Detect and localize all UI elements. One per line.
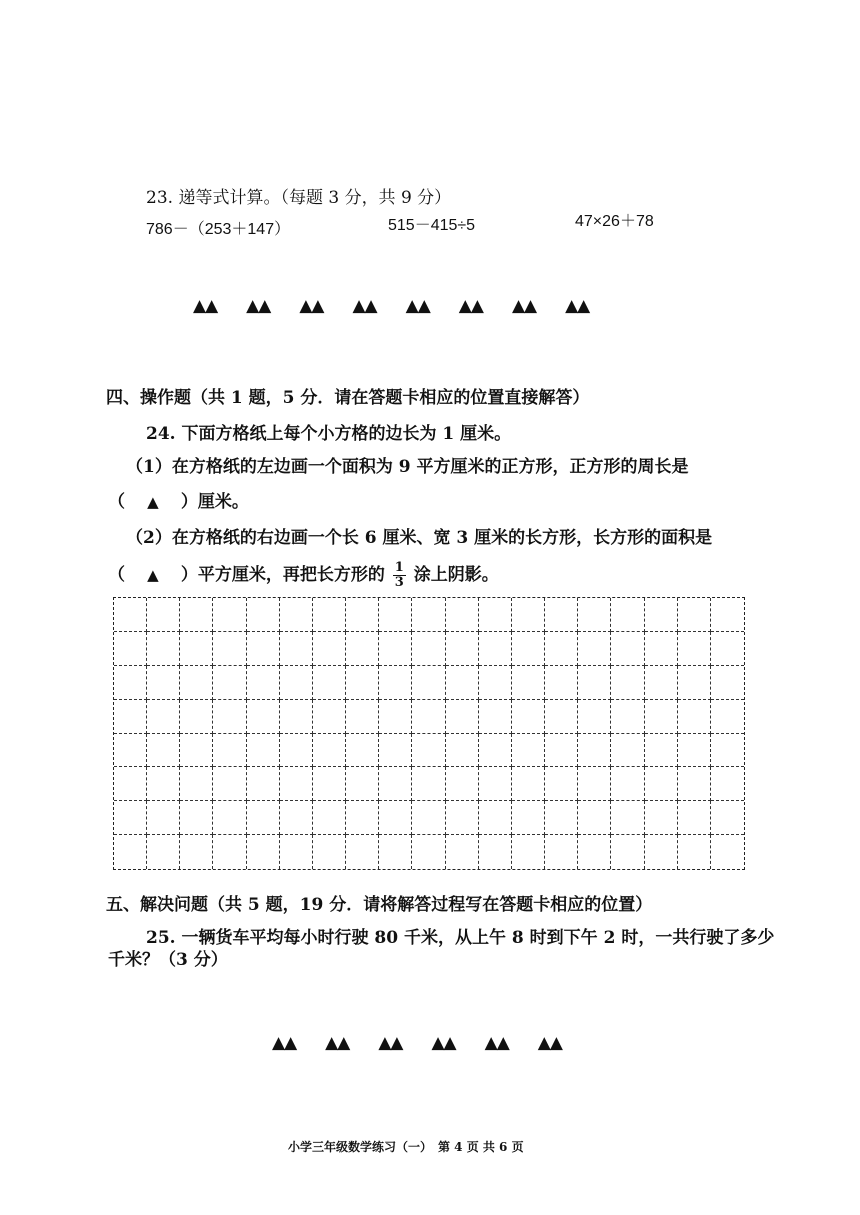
grid-cell[interactable] [313,632,346,666]
answer-mark: ▲▲ [246,296,271,316]
grid-cell[interactable] [678,598,711,632]
answer-mark: ▲▲ [537,1033,562,1053]
grid-cell[interactable] [512,598,545,632]
grid-cell[interactable] [645,767,678,801]
grid-cell[interactable] [479,734,512,768]
grid-cell[interactable] [446,632,479,666]
grid-cell[interactable] [180,598,213,632]
grid-cell[interactable] [545,598,578,632]
grid-cell[interactable] [711,734,744,768]
grid-cell[interactable] [114,734,147,768]
grid-cell[interactable] [678,700,711,734]
grid-cell[interactable] [446,767,479,801]
grid-cell[interactable] [247,801,280,835]
grid-cell[interactable] [313,835,346,869]
grid-cell[interactable] [479,767,512,801]
grid-cell[interactable] [213,801,246,835]
grid-cell[interactable] [711,835,744,869]
grid-cell[interactable] [280,598,313,632]
q23-title: 23. 递等式计算。（每题 3 分，共 9 分） [146,188,452,208]
grid-cell[interactable] [280,767,313,801]
grid-cell[interactable] [711,632,744,666]
grid-cell[interactable] [313,666,346,700]
grid-cell[interactable] [545,835,578,869]
grid-cell[interactable] [512,835,545,869]
q23-answer-marks [193,296,589,316]
grid-cell[interactable] [645,632,678,666]
grid-cell[interactable] [578,734,611,768]
q25-answer-marks [272,1033,562,1053]
grid-cell[interactable] [147,700,180,734]
answer-mark: ▲▲ [565,296,590,316]
answer-mark: ▲▲ [325,1033,350,1053]
grid-cell[interactable] [545,632,578,666]
grid-cell[interactable] [711,666,744,700]
grid-cell[interactable] [611,632,644,666]
grid-cell[interactable] [114,666,147,700]
grid-cell[interactable] [711,598,744,632]
grid-cell[interactable] [412,835,445,869]
grid-cell[interactable] [611,666,644,700]
grid-cell[interactable] [645,700,678,734]
grid-cell[interactable] [213,700,246,734]
fraction-denominator: 3 [394,575,404,590]
grid-cell[interactable] [379,632,412,666]
grid-cell[interactable] [578,801,611,835]
grid-cell[interactable] [711,767,744,801]
grid-cell[interactable] [545,666,578,700]
grid-cell[interactable] [346,632,379,666]
grid-cell[interactable] [611,801,644,835]
grid-cell[interactable] [611,734,644,768]
grid-cell[interactable] [114,801,147,835]
grid-cell[interactable] [213,734,246,768]
grid-cell[interactable] [645,801,678,835]
paren-close: ）厘米。 [180,492,249,512]
answer-blank: ▲ [147,493,159,511]
grid-cell[interactable] [512,767,545,801]
grid-cell[interactable] [379,767,412,801]
grid-cell[interactable] [313,801,346,835]
grid-cell[interactable] [247,598,280,632]
q24-part2-line1: （2）在方格纸的右边画一个长 6 厘米、宽 3 厘米的长方形，长方形的面积是 [126,528,713,548]
page-footer: 小学三年级数学练习（一） 第 4 页 共 6 页 [288,1140,524,1154]
grid-cell[interactable] [247,700,280,734]
grid-cell[interactable] [114,632,147,666]
grid-cell[interactable] [379,700,412,734]
answer-mark: ▲▲ [405,296,430,316]
grid-cell[interactable] [479,598,512,632]
grid-cell[interactable] [446,666,479,700]
grid-cell[interactable] [446,734,479,768]
grid-cell[interactable] [114,700,147,734]
grid-cell[interactable] [379,734,412,768]
q24-part1-line2 [108,487,249,512]
grid-cell[interactable] [180,835,213,869]
grid-cell[interactable] [578,598,611,632]
q24-part2-line2 [108,560,499,590]
grid-cell[interactable] [280,632,313,666]
grid-cell[interactable] [611,700,644,734]
grid-cell[interactable] [545,734,578,768]
answer-mark: ▲▲ [511,296,537,316]
grid-cell[interactable] [611,598,644,632]
grid-cell[interactable] [213,835,246,869]
q24-part1-line1: （1）在方格纸的左边画一个面积为 9 平方厘米的正方形，正方形的周长是 [126,457,689,477]
grid-cell[interactable] [512,632,545,666]
grid-cell[interactable] [678,801,711,835]
q23-expression-2: 515－415÷5 [388,217,476,234]
grid-cell[interactable] [512,801,545,835]
grid-cell[interactable] [479,835,512,869]
grid-cell[interactable] [346,700,379,734]
fraction-numerator: 1 [394,560,404,576]
grid-cell[interactable] [247,666,280,700]
grid-cell[interactable] [180,734,213,768]
grid-cell[interactable] [412,801,445,835]
grid-cell[interactable] [412,598,445,632]
grid-cell[interactable] [346,734,379,768]
grid-cell[interactable] [213,767,246,801]
answer-mark: ▲▲ [378,1033,403,1053]
grid-cell[interactable] [346,598,379,632]
grid-cell[interactable] [578,666,611,700]
grid-cell[interactable] [114,767,147,801]
grid-cell[interactable] [213,632,246,666]
grid-cell[interactable] [346,801,379,835]
grid-cell[interactable] [247,767,280,801]
grid-cell[interactable] [479,801,512,835]
grid-cell[interactable] [512,700,545,734]
grid-cell[interactable] [280,700,313,734]
grid-cell[interactable] [313,734,346,768]
grid-cell[interactable] [147,734,180,768]
answer-mark: ▲▲ [299,296,324,316]
answer-mark: ▲▲ [352,296,377,316]
grid-cell[interactable] [180,666,213,700]
grid-cell[interactable] [678,767,711,801]
answer-mark: ▲▲ [431,1033,456,1053]
grid-cell[interactable] [412,700,445,734]
fraction-one-third [393,561,406,589]
grid-cell[interactable] [280,734,313,768]
grid-cell[interactable] [280,666,313,700]
grid-cell[interactable] [346,835,379,869]
paren-text: ）平方厘米，再把长方形的 [180,565,385,585]
q25-line1: 25. 一辆货车平均每小时行驶 80 千米，从上午 8 时到下午 2 时，一共行驶了多少 [146,928,775,948]
grid-cell[interactable] [678,835,711,869]
grid-cell[interactable] [545,801,578,835]
grid-cell[interactable] [313,598,346,632]
grid-cell[interactable] [213,666,246,700]
grid-cell[interactable] [645,734,678,768]
grid-cell[interactable] [711,801,744,835]
grid-cell[interactable] [578,767,611,801]
answer-mark: ▲▲ [458,296,483,316]
grid-cell[interactable] [114,835,147,869]
grid-cell[interactable] [678,632,711,666]
grid-cell[interactable] [180,767,213,801]
grid-cell[interactable] [147,835,180,869]
grid-cell[interactable] [379,666,412,700]
paren-end-text: 涂上阴影。 [413,565,499,585]
q23-expression-1: 786－（253＋147） [146,221,291,238]
grid-cell[interactable] [578,835,611,869]
grid-cell[interactable] [280,835,313,869]
grid-cell[interactable] [313,700,346,734]
grid-cell[interactable] [180,632,213,666]
grid-cell[interactable] [213,598,246,632]
grid-cell[interactable] [180,801,213,835]
grid-cell[interactable] [114,598,147,632]
grid-cell[interactable] [247,835,280,869]
answer-mark: ▲▲ [193,296,218,316]
grid-cell[interactable] [147,801,180,835]
q24-stem: 24. 下面方格纸上每个小方格的边长为 1 厘米。 [146,424,512,444]
q23-expression-3: 47×26＋78 [575,213,654,230]
grid-cell[interactable] [446,801,479,835]
grid-cell[interactable] [512,734,545,768]
grid-cell[interactable] [147,598,180,632]
grid-cell[interactable] [147,632,180,666]
grid-cell[interactable] [379,598,412,632]
section5-heading: 五、解决问题（共 5 题，19 分．请将解答过程写在答题卡相应的位置） [106,895,653,915]
grid-cell[interactable] [379,835,412,869]
answer-blank: ▲ [147,566,159,584]
grid-cell[interactable] [678,666,711,700]
paren-open: （ [108,565,125,585]
grid-cell[interactable] [412,666,445,700]
grid-cell[interactable] [645,598,678,632]
grid-cell[interactable] [611,835,644,869]
grid-cell[interactable] [346,666,379,700]
grid-cell[interactable] [645,666,678,700]
grid-cell[interactable] [479,632,512,666]
grid-cell[interactable] [645,835,678,869]
grid-cell[interactable] [180,700,213,734]
q25-line2: 千米？（3 分） [108,950,228,970]
grid-cell[interactable] [247,632,280,666]
grid-cell[interactable] [446,700,479,734]
grid-cell[interactable] [545,767,578,801]
grid-cell[interactable] [611,767,644,801]
section4-heading: 四、操作题（共 1 题，5 分．请在答题卡相应的位置直接解答） [106,388,590,408]
grid-cell[interactable] [479,666,512,700]
grid-cell[interactable] [578,700,611,734]
grid-paper[interactable] [113,597,745,870]
grid-cell[interactable] [412,734,445,768]
grid-cell[interactable] [678,734,711,768]
grid-cell[interactable] [446,835,479,869]
grid-cell[interactable] [446,598,479,632]
grid-cell[interactable] [512,666,545,700]
grid-cell[interactable] [412,632,445,666]
grid-cell[interactable] [147,767,180,801]
answer-mark: ▲▲ [484,1033,509,1053]
grid-cell[interactable] [578,632,611,666]
grid-cell[interactable] [346,767,379,801]
grid-cell[interactable] [545,700,578,734]
grid-cell[interactable] [479,700,512,734]
paren-open: （ [108,492,125,512]
answer-mark: ▲▲ [272,1033,297,1053]
grid-cell[interactable] [412,767,445,801]
grid-cell[interactable] [147,666,180,700]
grid-cell[interactable] [280,801,313,835]
grid-cell[interactable] [247,734,280,768]
grid-cell[interactable] [379,801,412,835]
grid-cell[interactable] [711,700,744,734]
grid-cell[interactable] [313,767,346,801]
